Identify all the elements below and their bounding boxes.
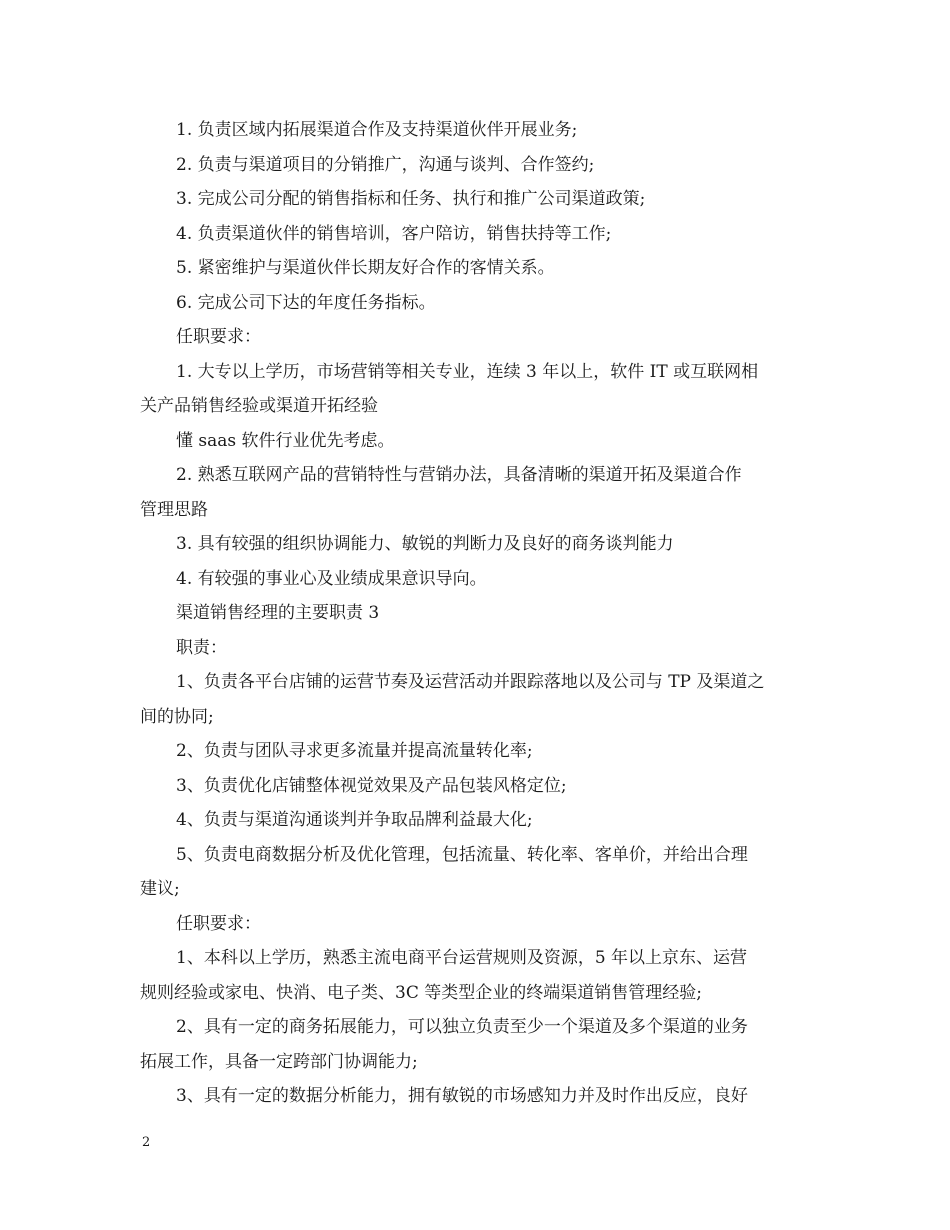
section-heading: 任职要求： [176,327,261,347]
text-line: 规则经验或家电、快消、电子类、3C 等类型企业的终端渠道销售管理经验; [140,982,702,1003]
text-line: 1、负责各平台店铺的运营节奏及运营活动并跟踪落地以及公司与 TP 及渠道之 [176,672,765,692]
text-line: 2. 负责与渠道项目的分销推广，沟通与谈判、合作签约; [176,154,595,175]
text-line: 2、负责与团队寻求更多流量并提高流量转化率; [176,741,533,761]
text-line: 3. 完成公司分配的销售指标和任务、执行和推广公司渠道政策; [176,189,646,209]
text-line: 5、负责电商数据分析及优化管理，包括流量、转化率、客单价，并给出合理 [176,844,748,865]
text-line: 建议; [140,879,180,899]
section-heading: 职责： [176,637,227,658]
text-line: 6. 完成公司下达的年度任务指标。 [176,292,436,313]
text-line: 拓展工作，具备一定跨部门协调能力; [140,1051,418,1072]
text-line: 3、具有一定的数据分析能力，拥有敏锐的市场感知力并及时作出反应，良好 [176,1086,748,1106]
section-heading: 渠道销售经理的主要职责 3 [176,603,380,623]
text-line: 3. 具有较强的组织协调能力、敏锐的判断力及良好的商务谈判能力 [176,534,674,554]
text-line: 懂 saas 软件行业优先考虑。 [176,430,395,451]
text-line: 2. 熟悉互联网产品的营销特性与营销办法，具备清晰的渠道开拓及渠道合作 [176,465,742,485]
text-line: 关产品销售经验或渠道开拓经验 [140,396,378,416]
section-heading: 任职要求： [176,913,261,934]
document-body [140,113,816,1114]
text-line: 4. 有较强的事业心及业绩成果意识导向。 [176,568,487,589]
text-line: 1. 负责区域内拓展渠道合作及支持渠道伙伴开展业务; [176,120,578,140]
text-line: 2、具有一定的商务拓展能力，可以独立负责至少一个渠道及多个渠道的业务 [176,1017,748,1037]
text-line: 3、负责优化店铺整体视觉效果及产品包装风格定位; [176,775,567,796]
text-line: 1. 大专以上学历，市场营销等相关专业，连续 3 年以上，软件 IT 或互联网相 [176,361,759,382]
text-line: 间的协同; [140,706,214,727]
text-line: 管理思路 [140,499,208,520]
page-number: 2 [142,1135,151,1150]
text-line: 4. 负责渠道伙伴的销售培训，客户陪访，销售扶持等工作; [176,223,612,244]
text-line: 4、负责与渠道沟通谈判并争取品牌利益最大化; [176,810,533,830]
text-line: 5. 紧密维护与渠道伙伴长期友好合作的客情关系。 [176,258,555,278]
text-line: 1、本科以上学历，熟悉主流电商平台运营规则及资源，5 年以上京东、运营 [176,948,748,968]
